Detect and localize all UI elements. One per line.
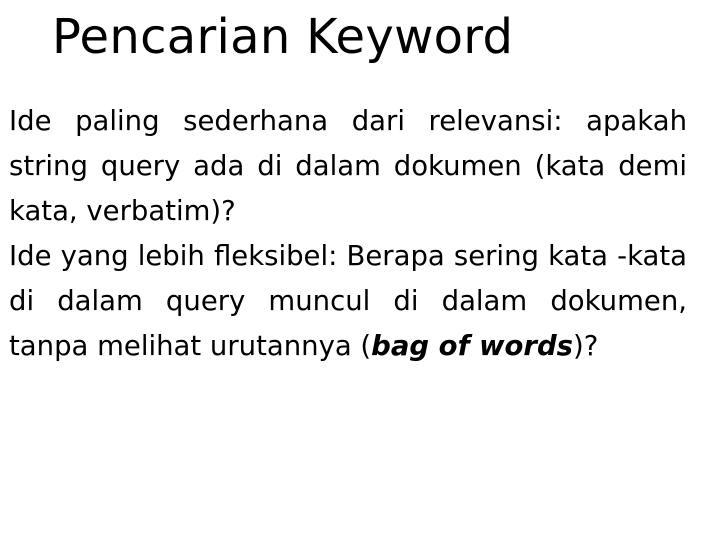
paragraph-2-end: )? [573, 330, 599, 362]
paragraph-2 [9, 234, 687, 369]
paragraph-2-text: Ide yang lebih fleksibel: Berapa sering kata -kata di dalam query muncul di dalam dokumen, tanpa melihat urutannya ( [9, 240, 687, 362]
bag-of-words-term: bag of words [371, 330, 574, 362]
slide-title: Pencarian Keyword [52, 9, 514, 65]
slide-body [9, 99, 687, 369]
paragraph-1: Ide paling sederhana dari relevansi: apakah string query ada di dalam dokumen (kata demi kata, verbatim)? [9, 105, 687, 227]
